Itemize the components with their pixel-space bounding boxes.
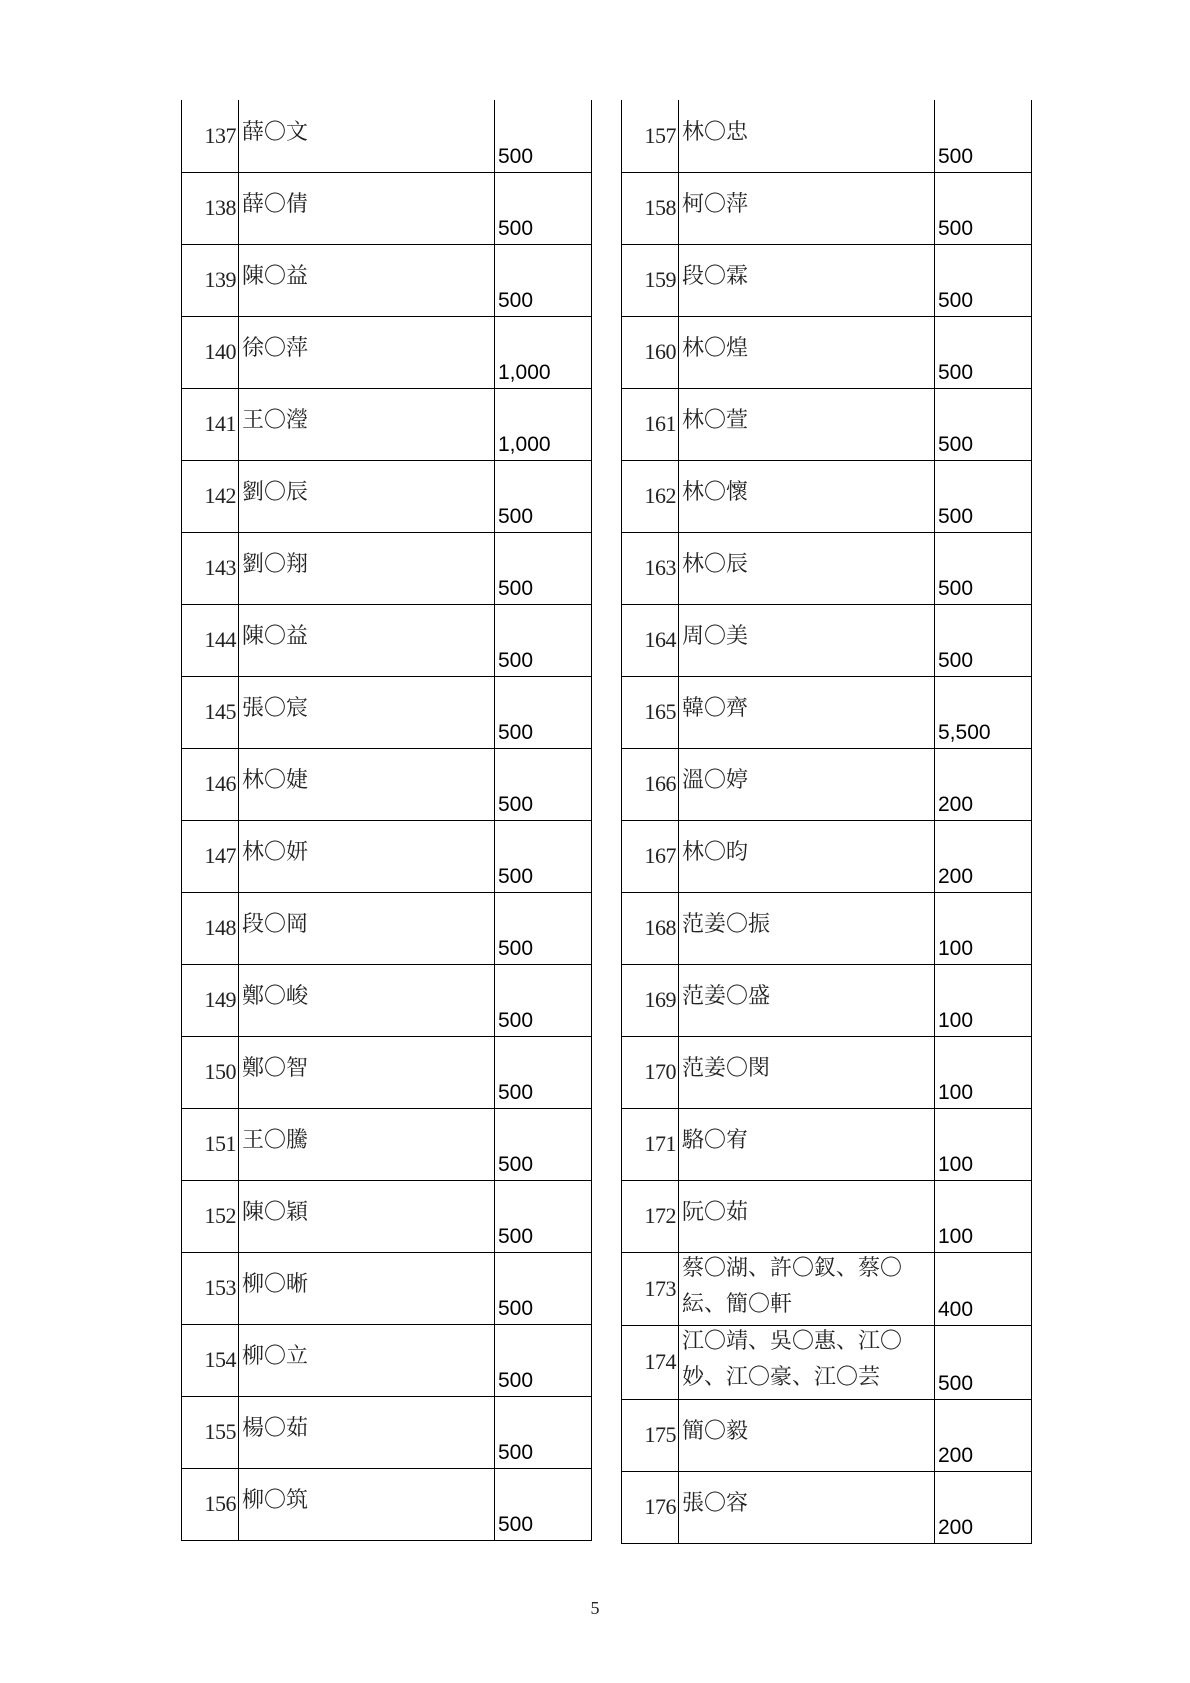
- donation-amount: 500: [935, 1326, 1032, 1400]
- donor-name-cell: [239, 316, 495, 388]
- table-row: [622, 1108, 1032, 1180]
- donation-amount: 500: [495, 1252, 592, 1324]
- donation-amount: 200: [935, 820, 1032, 892]
- donor-name: 徐〇萍: [242, 335, 309, 361]
- donor-name: 段〇霖: [682, 263, 749, 289]
- row-number: 142: [182, 460, 239, 532]
- table-row: [182, 388, 592, 460]
- donor-name-cell: [679, 172, 935, 244]
- row-number: 155: [182, 1396, 239, 1468]
- donor-name: 柯〇萍: [682, 191, 749, 217]
- donation-amount: 500: [495, 172, 592, 244]
- donor-name: 林〇忠: [682, 119, 749, 145]
- row-number: 173: [622, 1252, 679, 1326]
- table-row: [622, 1036, 1032, 1108]
- donation-amount: 500: [495, 604, 592, 676]
- donor-name: 周〇美: [682, 623, 749, 649]
- donor-table-left-body: [182, 100, 592, 1540]
- row-number: 170: [622, 1036, 679, 1108]
- table-row: [622, 1326, 1032, 1400]
- row-number: 148: [182, 892, 239, 964]
- row-number: 171: [622, 1108, 679, 1180]
- donor-name-cell: [679, 604, 935, 676]
- donor-name: 韓〇齊: [682, 695, 749, 721]
- donor-name-cell: [679, 964, 935, 1036]
- row-number: 145: [182, 676, 239, 748]
- donor-name: 范姜〇盛: [682, 983, 771, 1009]
- donation-amount: 500: [495, 244, 592, 316]
- donor-table-right-body: [622, 100, 1032, 1543]
- donor-name-cell: [239, 820, 495, 892]
- donor-name: 陳〇益: [242, 263, 309, 289]
- donor-name-cell: [679, 460, 935, 532]
- donor-name: 陳〇益: [242, 623, 309, 649]
- donor-name: 鄭〇峻: [242, 983, 309, 1009]
- row-number: 152: [182, 1180, 239, 1252]
- donor-name: 楊〇茹: [242, 1415, 309, 1441]
- table-row: [622, 1252, 1032, 1326]
- row-number: 172: [622, 1180, 679, 1252]
- table-row: [622, 460, 1032, 532]
- donation-amount: 500: [495, 1036, 592, 1108]
- row-number: 174: [622, 1326, 679, 1400]
- table-row: [622, 244, 1032, 316]
- donor-name-cell: [239, 604, 495, 676]
- table-row: [182, 892, 592, 964]
- table-row: [182, 244, 592, 316]
- row-number: 160: [622, 316, 679, 388]
- row-number: 176: [622, 1471, 679, 1543]
- donor-name: 林〇萱: [682, 407, 749, 433]
- donor-name-cell: [239, 244, 495, 316]
- table-row: [182, 1252, 592, 1324]
- donor-name-cell: [679, 1252, 935, 1326]
- donor-name-cell: [679, 316, 935, 388]
- donation-amount: 500: [495, 1324, 592, 1396]
- donor-name-cell: [679, 820, 935, 892]
- donor-table-right: [621, 100, 1032, 1544]
- donor-name-cell: [239, 748, 495, 820]
- row-number: 150: [182, 1036, 239, 1108]
- donor-name-cell: [239, 100, 495, 172]
- table-row: [622, 676, 1032, 748]
- donor-name: 薛〇文: [242, 119, 309, 145]
- page-number: 5: [590, 1598, 600, 1618]
- table-row: [622, 388, 1032, 460]
- donation-amount: 500: [495, 1396, 592, 1468]
- table-row: [182, 532, 592, 604]
- table-row: [182, 1180, 592, 1252]
- table-row: [182, 1396, 592, 1468]
- donation-amount: 100: [935, 1180, 1032, 1252]
- row-number: 137: [182, 100, 239, 172]
- row-number: 164: [622, 604, 679, 676]
- table-row: [182, 172, 592, 244]
- row-number: 159: [622, 244, 679, 316]
- row-number: 157: [622, 100, 679, 172]
- row-number: 143: [182, 532, 239, 604]
- table-row: [182, 964, 592, 1036]
- row-number: 146: [182, 748, 239, 820]
- row-number: 149: [182, 964, 239, 1036]
- table-row: [622, 820, 1032, 892]
- row-number: 147: [182, 820, 239, 892]
- row-number: 141: [182, 388, 239, 460]
- table-row: [182, 460, 592, 532]
- donation-amount: 500: [495, 964, 592, 1036]
- donor-name: 林〇懷: [682, 479, 749, 505]
- table-row: [182, 100, 592, 172]
- donor-name-cell: [239, 1468, 495, 1540]
- row-number: 162: [622, 460, 679, 532]
- donation-amount: 500: [495, 1468, 592, 1540]
- donor-name-cell: [679, 1108, 935, 1180]
- donor-name-cell: [239, 1324, 495, 1396]
- donation-amount: 500: [935, 460, 1032, 532]
- donation-amount: 500: [935, 388, 1032, 460]
- donor-table-left: [181, 100, 592, 1541]
- donor-name: 阮〇茹: [682, 1199, 749, 1225]
- donation-amount: 400: [935, 1252, 1032, 1326]
- donation-amount: 500: [935, 172, 1032, 244]
- donor-name: 薛〇倩: [242, 191, 309, 217]
- donation-amount: 200: [935, 1399, 1032, 1471]
- table-row: [622, 1180, 1032, 1252]
- donation-amount: 500: [495, 1180, 592, 1252]
- donor-name: 劉〇辰: [242, 479, 309, 505]
- donation-amount: 5,500: [935, 676, 1032, 748]
- donation-amount: 500: [935, 316, 1032, 388]
- row-number: 167: [622, 820, 679, 892]
- donor-name-cell: [239, 172, 495, 244]
- row-number: 139: [182, 244, 239, 316]
- donor-name: 林〇婕: [242, 767, 309, 793]
- table-row: [622, 172, 1032, 244]
- donation-amount: 100: [935, 964, 1032, 1036]
- donation-amount: 500: [495, 460, 592, 532]
- donor-name: 王〇騰: [242, 1127, 309, 1153]
- donor-name: 柳〇立: [242, 1343, 309, 1369]
- donor-name: 江〇靖、吳〇惠、江〇妙、江〇豪、江〇芸: [682, 1329, 903, 1391]
- donor-name-cell: [239, 1180, 495, 1252]
- row-number: 153: [182, 1252, 239, 1324]
- donor-name: 張〇容: [682, 1491, 749, 1517]
- table-row: [622, 532, 1032, 604]
- donor-name: 張〇宸: [242, 695, 309, 721]
- donor-name: 林〇煌: [682, 335, 749, 361]
- table-row: [622, 1471, 1032, 1543]
- donor-name-cell: [679, 532, 935, 604]
- donor-name-cell: [239, 1036, 495, 1108]
- row-number: 168: [622, 892, 679, 964]
- donation-amount: 500: [495, 1108, 592, 1180]
- table-row: [622, 100, 1032, 172]
- donor-name-cell: [239, 1396, 495, 1468]
- donor-name-cell: [679, 1399, 935, 1471]
- donation-amount: 100: [935, 1036, 1032, 1108]
- donor-name: 林〇辰: [682, 551, 749, 577]
- donor-name-cell: [239, 1252, 495, 1324]
- row-number: 163: [622, 532, 679, 604]
- row-number: 156: [182, 1468, 239, 1540]
- donation-amount: 500: [935, 532, 1032, 604]
- donor-name-cell: [239, 532, 495, 604]
- donor-name-cell: [679, 1036, 935, 1108]
- donation-amount: 200: [935, 1471, 1032, 1543]
- row-number: 154: [182, 1324, 239, 1396]
- donation-amount: 500: [935, 604, 1032, 676]
- donor-name-cell: [679, 1326, 935, 1400]
- donor-name: 王〇瀅: [242, 407, 309, 433]
- table-row: [182, 1036, 592, 1108]
- donation-amount: 100: [935, 1108, 1032, 1180]
- donation-amount: 500: [935, 100, 1032, 172]
- table-row: [622, 316, 1032, 388]
- donor-name: 溫〇婷: [682, 767, 749, 793]
- table-row: [182, 1324, 592, 1396]
- donor-name: 陳〇穎: [242, 1199, 309, 1225]
- table-row: [182, 316, 592, 388]
- donor-name: 段〇岡: [242, 911, 309, 937]
- donor-name-cell: [239, 460, 495, 532]
- table-row: [622, 748, 1032, 820]
- row-number: 161: [622, 388, 679, 460]
- donor-name-cell: [239, 964, 495, 1036]
- donor-name: 范姜〇閔: [682, 1055, 771, 1081]
- donation-amount: 500: [495, 532, 592, 604]
- donor-name-cell: [679, 1471, 935, 1543]
- donor-name: 林〇昀: [682, 839, 749, 865]
- table-row: [622, 1399, 1032, 1471]
- table-row: [182, 820, 592, 892]
- donor-name-cell: [679, 244, 935, 316]
- donor-name-cell: [239, 388, 495, 460]
- row-number: 169: [622, 964, 679, 1036]
- row-number: 144: [182, 604, 239, 676]
- row-number: 138: [182, 172, 239, 244]
- donor-name: 蔡〇湖、許〇釵、蔡〇紜、簡〇軒: [682, 1255, 903, 1317]
- donation-amount: 100: [935, 892, 1032, 964]
- donor-name-cell: [679, 388, 935, 460]
- row-number: 158: [622, 172, 679, 244]
- donation-amount: 500: [495, 676, 592, 748]
- donation-amount: 500: [495, 892, 592, 964]
- table-row: [622, 892, 1032, 964]
- row-number: 140: [182, 316, 239, 388]
- row-number: 166: [622, 748, 679, 820]
- row-number: 175: [622, 1399, 679, 1471]
- donor-name: 鄭〇智: [242, 1055, 309, 1081]
- table-row: [182, 1468, 592, 1540]
- donor-name-cell: [679, 676, 935, 748]
- table-row: [182, 676, 592, 748]
- donation-amount: 500: [495, 748, 592, 820]
- donor-name: 柳〇筑: [242, 1487, 309, 1513]
- donor-name-cell: [239, 1108, 495, 1180]
- donor-name: 駱〇宥: [682, 1127, 749, 1153]
- donor-name-cell: [679, 1180, 935, 1252]
- donor-name: 范姜〇振: [682, 911, 771, 937]
- donation-amount: 1,000: [495, 316, 592, 388]
- donor-name-cell: [679, 100, 935, 172]
- table-row: [182, 1108, 592, 1180]
- table-row: [622, 964, 1032, 1036]
- table-row: [622, 604, 1032, 676]
- donation-amount: 500: [495, 100, 592, 172]
- donation-amount: 500: [495, 820, 592, 892]
- donor-name-cell: [239, 676, 495, 748]
- donor-name: 簡〇毅: [682, 1419, 749, 1445]
- donor-name-cell: [679, 748, 935, 820]
- donor-name-cell: [239, 892, 495, 964]
- donation-amount: 1,000: [495, 388, 592, 460]
- donation-amount: 200: [935, 748, 1032, 820]
- table-row: [182, 748, 592, 820]
- donor-name: 柳〇晰: [242, 1271, 309, 1297]
- donor-name: 劉〇翔: [242, 551, 309, 577]
- table-row: [182, 604, 592, 676]
- donation-amount: 500: [935, 244, 1032, 316]
- row-number: 165: [622, 676, 679, 748]
- donor-name-cell: [679, 892, 935, 964]
- row-number: 151: [182, 1108, 239, 1180]
- donor-name: 林〇妍: [242, 839, 309, 865]
